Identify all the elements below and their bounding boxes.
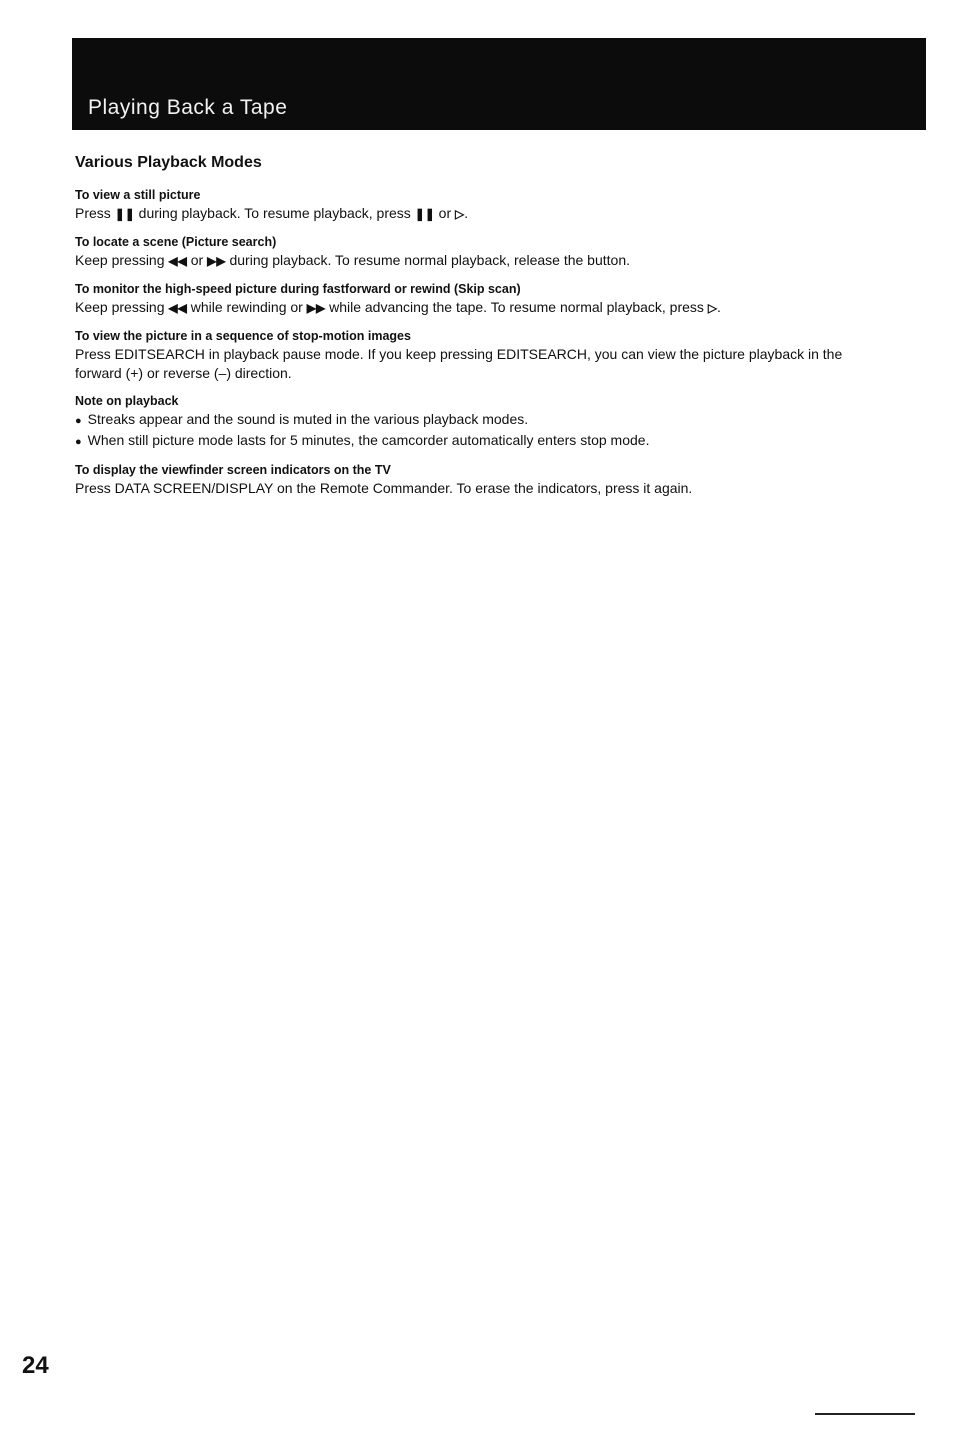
item-stop-motion	[75, 327, 875, 383]
play-icon: ▷	[455, 207, 465, 221]
pause-icon: ❚❚	[414, 207, 435, 221]
text-run: while rewinding or	[186, 299, 307, 315]
play-icon: ▷	[707, 301, 718, 315]
list-item-text: Streaks appear and the sound is muted in the various playback modes.	[87, 411, 529, 427]
list-item-text: When still picture mode lasts for 5 minutes, the camcorder automatically enters stop mode.	[87, 432, 650, 448]
item-title: To monitor the high-speed picture during fastforward or rewind (Skip scan)	[75, 282, 521, 296]
item-body	[75, 251, 875, 271]
rewind-icon: ◀◀	[168, 254, 187, 268]
rewind-icon: ◀◀	[168, 301, 187, 315]
text-run: or	[186, 252, 208, 268]
text-run: .	[717, 299, 721, 315]
fast-forward-icon: ▶▶	[306, 301, 326, 315]
pause-icon: ❚❚	[114, 207, 135, 221]
text-run: Keep pressing	[75, 299, 169, 315]
header-bar	[72, 38, 926, 130]
list-item	[75, 410, 875, 431]
section-heading: Various Playback Modes	[75, 154, 262, 171]
page-number: 24	[22, 1352, 49, 1379]
item-title: To view a still picture	[75, 188, 201, 202]
item-title: To display the viewfinder screen indicators on the TV	[75, 463, 391, 477]
list-item	[75, 431, 875, 452]
text-run: or	[434, 205, 456, 221]
text-run: during playback. To resume normal playback, release the button.	[225, 252, 630, 268]
item-body: Press DATA SCREEN/DISPLAY on the Remote Commander. To erase the indicators, press it again.	[75, 480, 693, 496]
item-body	[75, 298, 875, 318]
bullet-icon: ●	[75, 415, 82, 427]
item-title: To locate a scene (Picture search)	[75, 235, 277, 249]
text-run: Press	[75, 205, 115, 221]
text-run: Keep pressing	[75, 252, 169, 268]
fast-forward-icon: ▶▶	[207, 254, 226, 268]
item-title: Note on playback	[75, 394, 179, 408]
item-note-on-playback	[75, 392, 875, 452]
item-still-picture	[75, 186, 875, 224]
item-title: To view the picture in a sequence of stop-motion images	[75, 329, 411, 343]
item-body	[75, 204, 875, 224]
text-run: while advancing the tape. To resume normal playback, press	[325, 299, 708, 315]
page-title: Playing Back a Tape	[88, 96, 288, 119]
text-run: during playback. To resume playback, press	[134, 205, 415, 221]
item-skip-scan	[75, 280, 875, 318]
footer-rule	[815, 1413, 915, 1415]
item-body: Press EDITSEARCH in playback pause mode. If you keep pressing EDITSEARCH, you can view the picture playback in the forward (+) or reverse (–) direction.	[75, 346, 843, 381]
main-content	[75, 154, 875, 507]
text-run: .	[464, 205, 469, 221]
item-display-indicators	[75, 461, 875, 498]
item-picture-search	[75, 233, 875, 271]
bullet-icon: ●	[75, 436, 82, 448]
note-list	[75, 410, 875, 452]
